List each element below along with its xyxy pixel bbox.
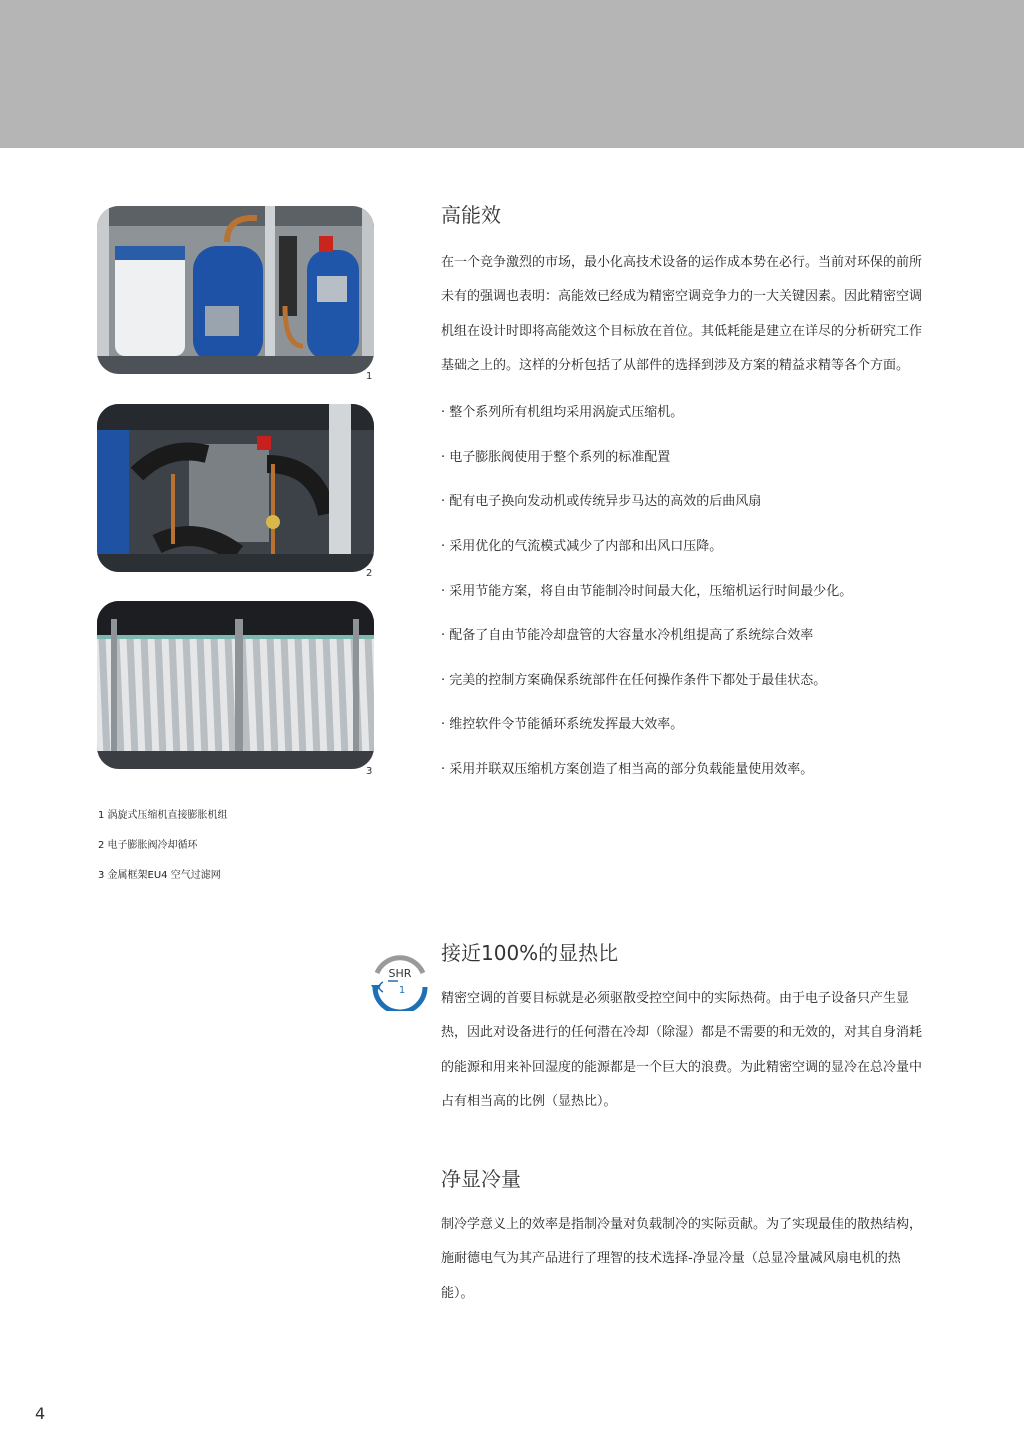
list-item: · 采用优化的气流模式减少了内部和出风口压降。 <box>441 538 723 554</box>
caption-3: 3 金属框架EU4 空气过滤网 <box>98 870 221 881</box>
net-cooling-paragraph: 制冷学意义上的效率是指制冷量对负载制冷的实际贡献。为了实现最佳的散热结构，施耐德电气为其产品进行了理智的技术选择-净显冷量（总显冷量减风扇电机的热能）。 <box>441 1217 923 1301</box>
photo-number-2: 2 <box>366 568 373 579</box>
shr-icon <box>369 949 431 1011</box>
photo-captions <box>98 809 228 899</box>
efficiency-bullets <box>441 403 927 804</box>
efficiency-section <box>441 202 927 805</box>
shr-icon-label: SHR <box>388 967 412 980</box>
list-item: · 配备了自由节能冷却盘管的大容量水冷机组提高了系统综合效率 <box>441 628 814 644</box>
list-item: · 电子膨胀阀使用于整个系列的标准配置 <box>441 449 671 465</box>
air-filter-photo <box>97 601 374 769</box>
net-cooling-section <box>441 1166 927 1311</box>
photo-number-1: 1 <box>366 371 373 382</box>
cooling-circuit-photo <box>97 404 374 572</box>
efficiency-title: 高能效 <box>441 203 501 227</box>
caption-2: 2 电子膨胀阀冷却循环 <box>98 840 198 851</box>
list-item: · 维控软件令节能循环系统发挥最大效率。 <box>441 717 684 733</box>
shr-section <box>441 940 927 1119</box>
list-item: · 采用并联双压缩机方案创造了相当高的部分负载能量使用效率。 <box>441 761 814 777</box>
shr-icon-ratio: 1 <box>398 985 406 996</box>
shr-title: 接近100%的显热比 <box>441 941 619 965</box>
list-item: · 采用节能方案，将自由节能制冷时间最大化，压缩机运行时间最少化。 <box>441 583 853 599</box>
photo-number-3: 3 <box>366 766 373 777</box>
list-item: · 配有电子换向发动机或传统异步马达的高效的后曲风扇 <box>441 494 762 510</box>
caption-1: 1 涡旋式压缩机直接膨胀机组 <box>98 810 228 821</box>
top-gray-band <box>0 0 1024 148</box>
shr-paragraph: 精密空调的首要目标就是必须驱散受控空间中的实际热荷。由于电子设备只产生显热，因此对设备进行的任何潜在冷却（除湿）都是不需要的和无效的，对其自身消耗的能源和用来补回湿度的能源都是一个巨大的浪费。为此精密空调的显冷在总冷量中占有相当高的比例（显热比）。 <box>441 991 923 1109</box>
page-number: 4 <box>35 1404 46 1423</box>
list-item: · 完美的控制方案确保系统部件在任何操作条件下都处于最佳状态。 <box>441 672 827 688</box>
efficiency-paragraph: 在一个竞争激烈的市场，最小化高技术设备的运作成本势在必行。当前对环保的前所未有的强调也表明：高能效已经成为精密空调竞争力的一大关键因素。因此精密空调机组在设计时即将高能效这个目标放在首位。其低耗能是建立在详尽的分析研究工作基础之上的。这样的分析包括了从部件的选择到涉及方案的精益求精等各个方面。 <box>441 255 923 373</box>
list-item: · 整个系列所有机组均采用涡旋式压缩机。 <box>441 405 684 421</box>
net-cooling-title: 净显冷量 <box>441 1167 521 1191</box>
compressor-unit-photo <box>97 206 374 374</box>
